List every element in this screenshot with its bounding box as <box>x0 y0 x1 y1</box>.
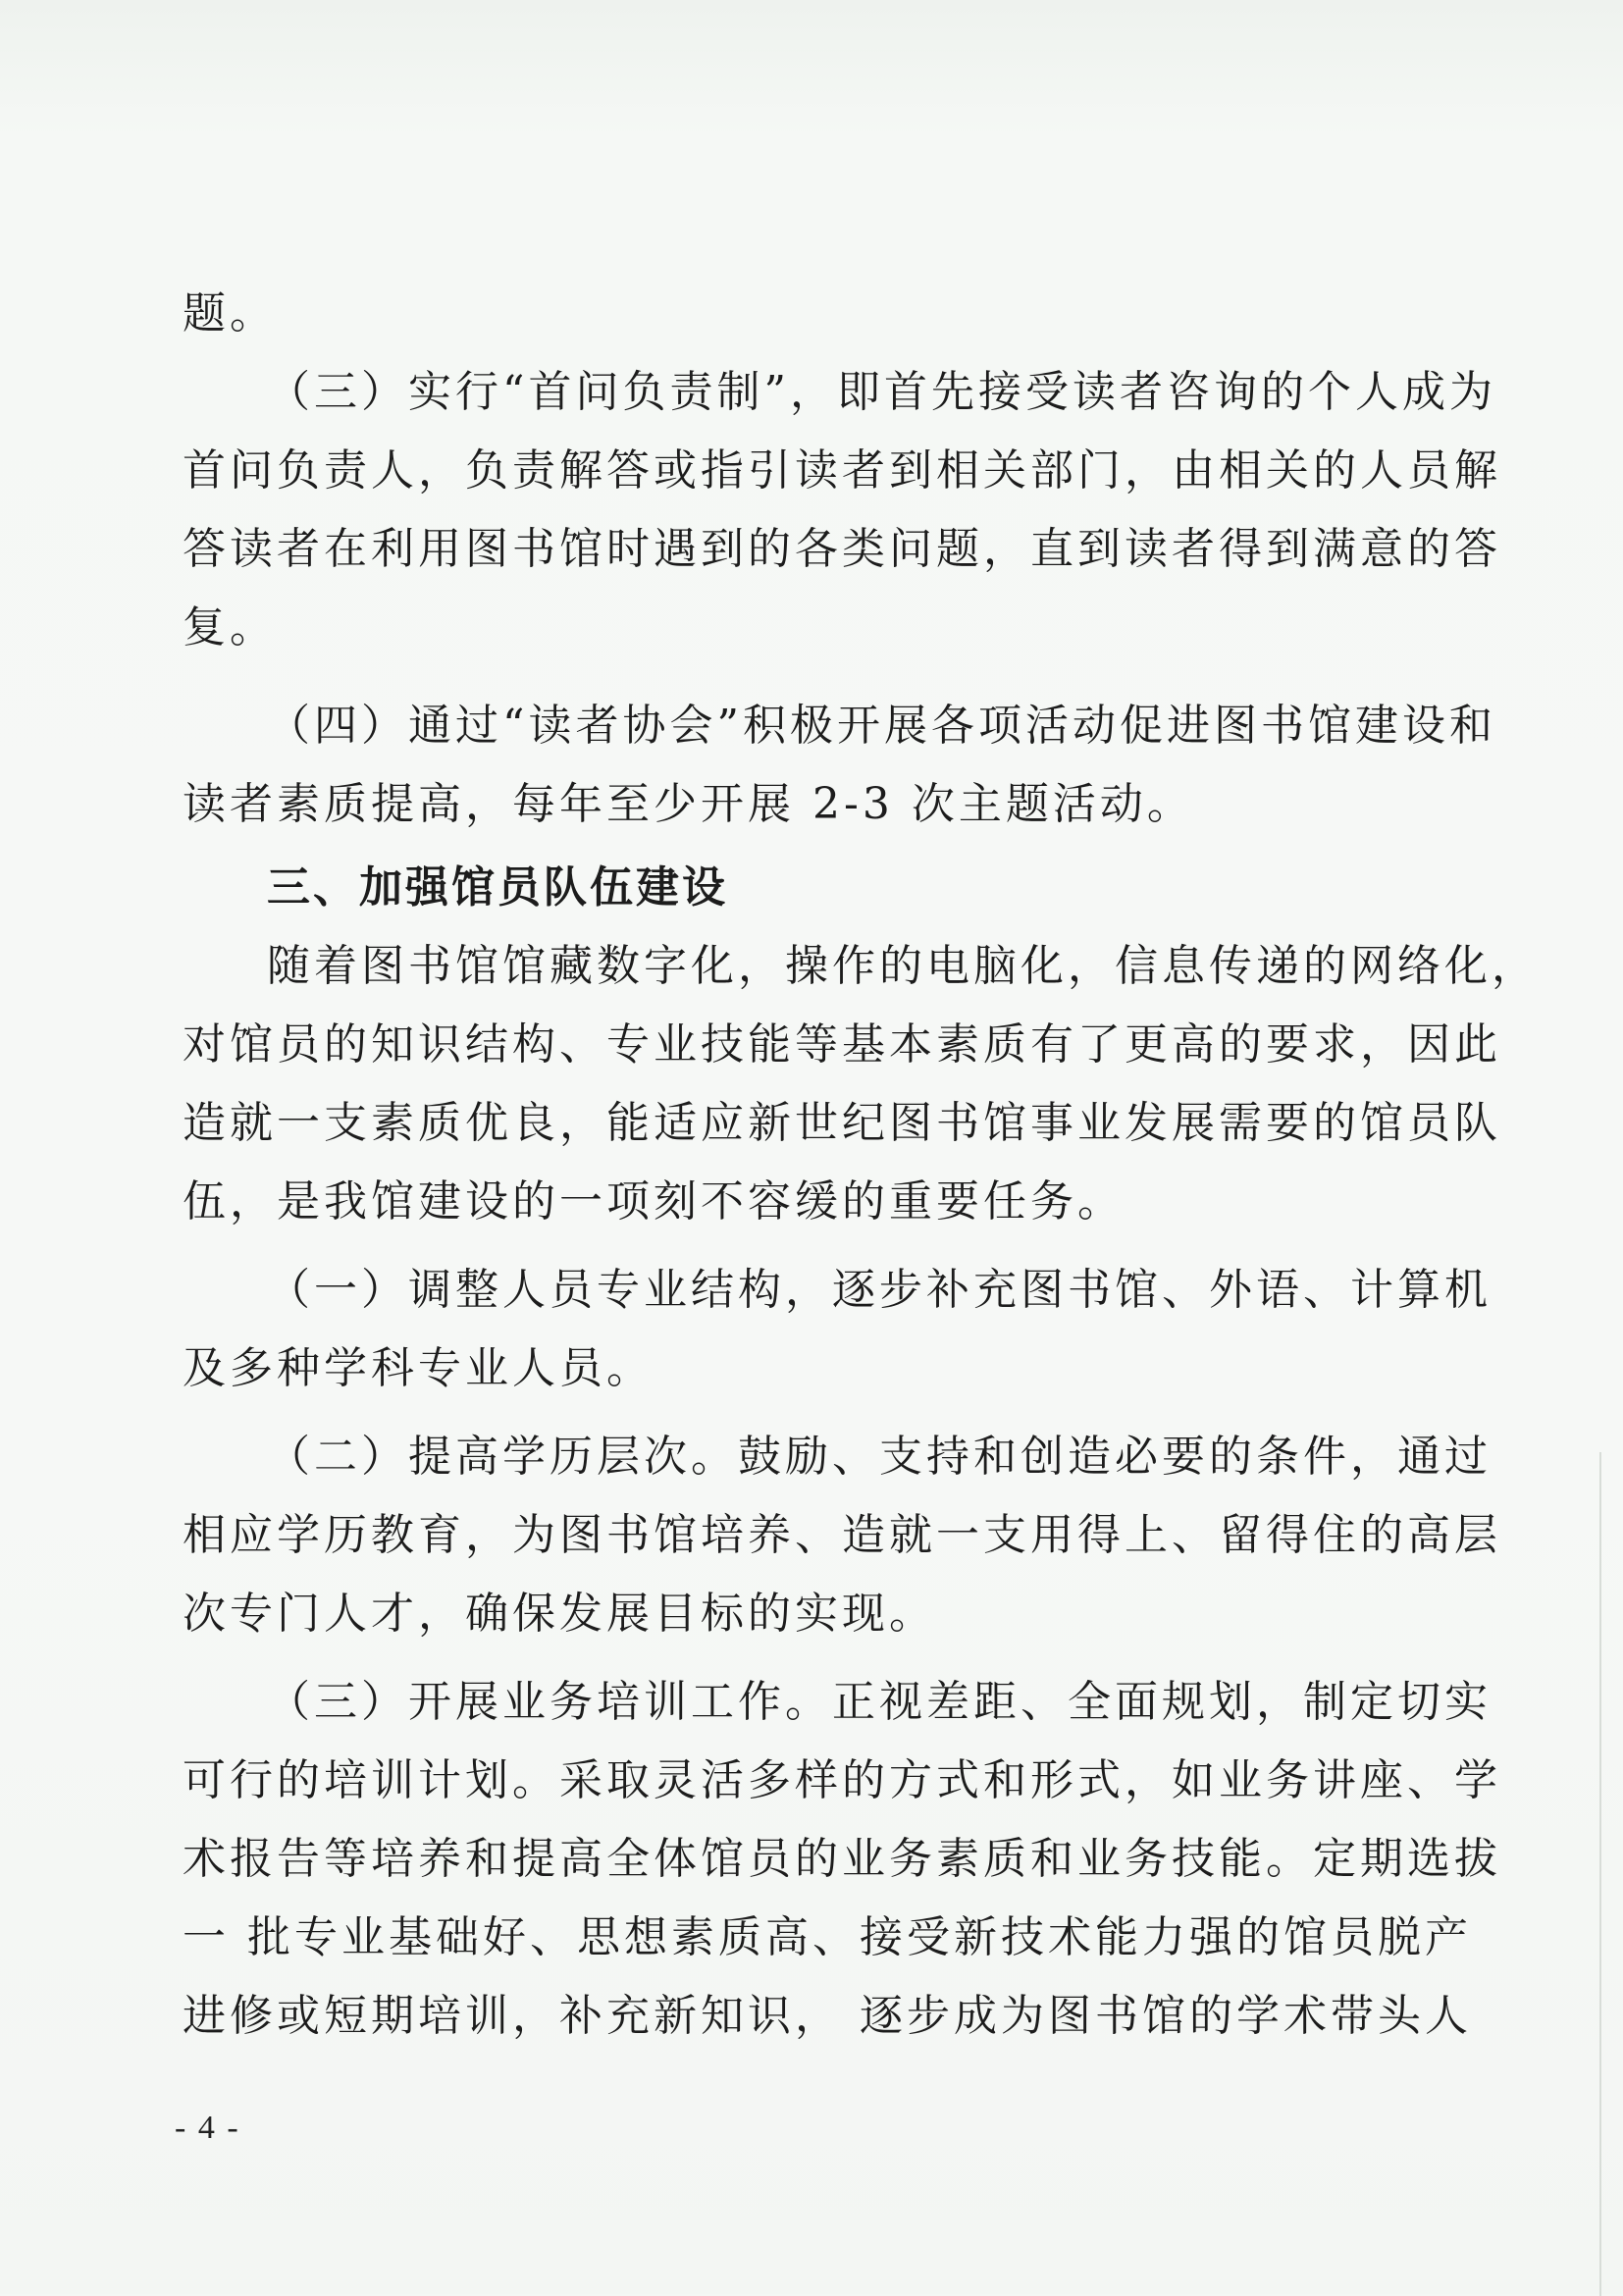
text-line-4: 答读者在利用图书馆时遇到的各类问题，直到读者得到满意的答 <box>183 524 1501 574</box>
text-line-2: （三）实行“首问负责制”，即首先接受读者咨询的个人成为 <box>267 367 1496 417</box>
text-line-5: 复。 <box>183 602 277 652</box>
text-line-22: 进修或短期培训，补充新知识， 逐步成为图书馆的学术带头人 <box>183 1991 1472 2041</box>
text-line-17: 次专门人才，确保发展目标的实现。 <box>183 1589 936 1639</box>
text-line-1: 题。 <box>183 288 277 339</box>
section-heading: 三、加强馆员队伍建设 <box>267 862 728 913</box>
text-line-12: 伍，是我馆建设的一项刻不容缓的重要任务。 <box>183 1176 1125 1226</box>
text-line-18: （三）开展业务培训工作。正视差距、全面规划，制定切实 <box>267 1677 1492 1727</box>
text-line-20: 术报告等培养和提高全体馆员的业务素质和业务技能。定期选拔 <box>183 1834 1501 1884</box>
text-line-21: 一 批专业基础好、思想素质高、接受新技术能力强的馆员脱产 <box>183 1912 1472 1962</box>
text-line-13: （一）调整人员专业结构，逐步补充图书馆、外语、计算机 <box>267 1265 1492 1315</box>
text-line-6: （四）通过“读者协会”积极开展各项活动促进图书馆建设和 <box>267 701 1496 751</box>
text-line-15: （二）提高学历层次。鼓励、支持和创造必要的条件，通过 <box>267 1432 1492 1482</box>
text-line-10: 对馆员的知识结构、专业技能等基本素质有了更高的要求，因此 <box>183 1019 1501 1070</box>
text-line-14: 及多种学科专业人员。 <box>183 1343 654 1393</box>
text-line-9: 随着图书馆馆藏数字化，操作的电脑化，信息传递的网络化， <box>267 941 1539 991</box>
text-line-3: 首问负责人，负责解答或指引读者到相关部门，由相关的人员解 <box>183 445 1501 496</box>
text-line-11: 造就一支素质优良，能适应新世纪图书馆事业发展需要的馆员队 <box>183 1098 1501 1148</box>
page-number: - 4 - <box>175 2110 240 2146</box>
scan-edge-divider <box>1599 1452 1601 2296</box>
text-line-7: 读者素质提高，每年至少开展 2-3 次主题活动。 <box>183 779 1194 829</box>
text-line-16: 相应学历教育，为图书馆培养、造就一支用得上、留得住的高层 <box>183 1510 1501 1560</box>
text-line-19: 可行的培训计划。采取灵活多样的方式和形式，如业务讲座、学 <box>183 1755 1501 1805</box>
